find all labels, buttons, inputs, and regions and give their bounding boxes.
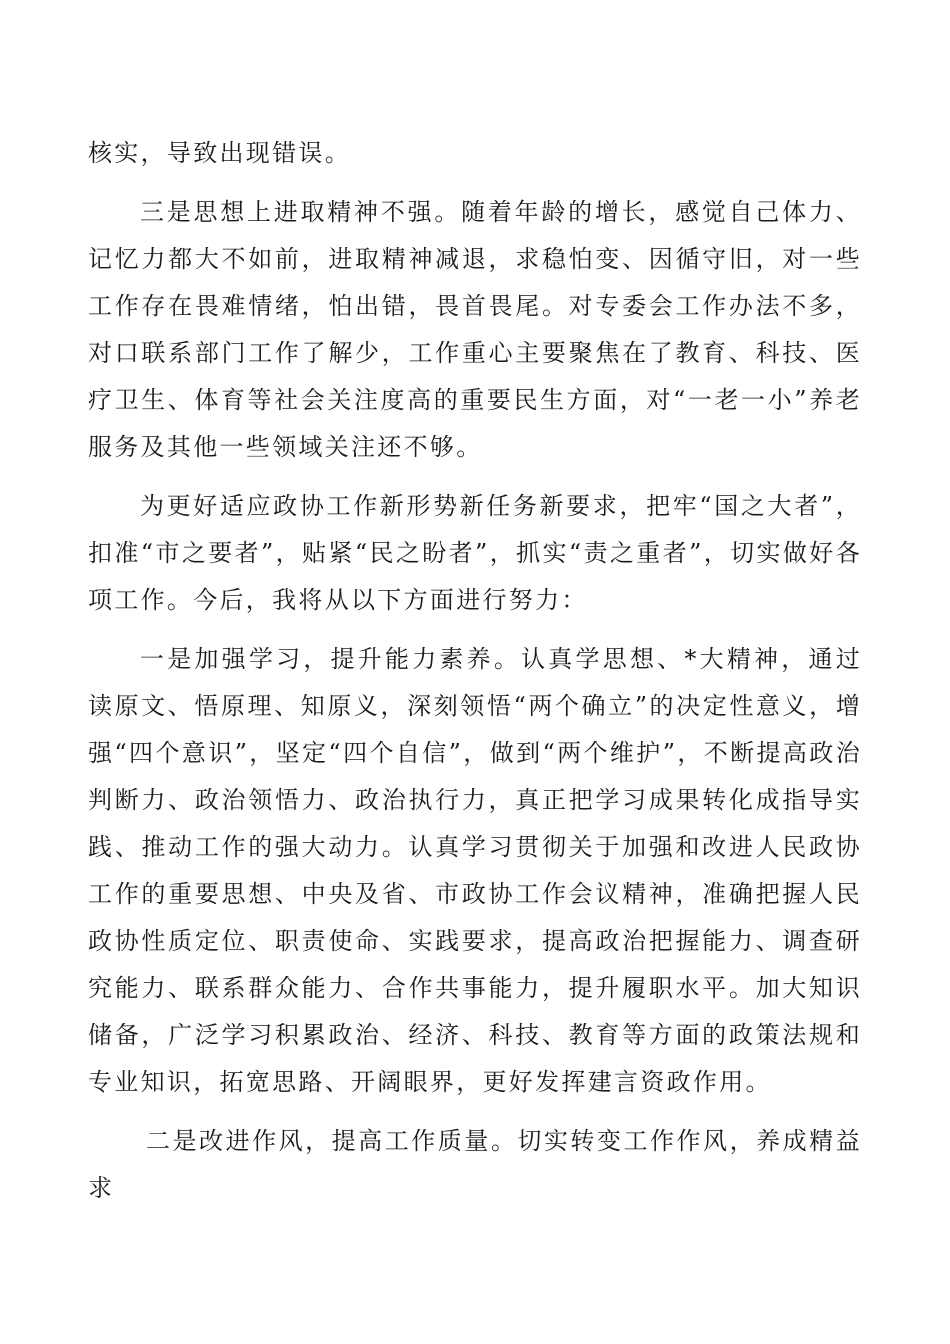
paragraph-intro-efforts: 为更好适应政协工作新形势新任务新要求，把牢“国之大者”，扣准“市之要者”，贴紧“民之盼者”，抓实“责之重者”，切实做好各项工作。今后，我将从以下方面进行努力： [88, 492, 862, 614]
paragraph-continuation: 核实，导致出现错误。 [88, 139, 351, 167]
paragraph-gap [88, 1106, 862, 1118]
paragraph-gap [88, 177, 862, 189]
paragraph-gap [88, 624, 862, 636]
paragraph-second-effort: 二是改进作风，提高工作质量。切实转变工作作风，养成精益求 [88, 1127, 862, 1202]
paragraph-gap [88, 471, 862, 483]
paragraph-first-effort: 一是加强学习，提升能力素养。认真学思想、*大精神，通过读原文、悟原理、知原义，深刻领悟“两个确立”的决定性意义，增强“四个意识”，坚定“四个自信”，做到“两个维护”，不断提高政治判断力、政治领悟力、政治执行力，真正把学习成果转化成指导实践、推动工作的强大动力。认真学习贯彻关于加强和改进人民政协工作的重要思想、中央及省、市政协工作会议精神，准确把握人民政协性质定位、职责使命、实践要求，提高政治把握能力、调查研究能力、联系群众能力、合作共事能力，提升履职水平。加大知识储备，广泛学习积累政治、经济、科技、教育等方面的政策法规和专业知识，拓宽思路、开阔眼界，更好发挥建言资政作用。 [88, 645, 862, 1096]
document-body [88, 130, 862, 1212]
paragraph-third-issue: 三是思想上进取精神不强。随着年龄的增长，感觉自己体力、记忆力都大不如前，进取精神减退，求稳怕变、因循守旧，对一些工作存在畏难情绪，怕出错，畏首畏尾。对专委会工作办法不多，对口联系部门工作了解少，工作重心主要聚焦在了教育、科技、医疗卫生、体育等社会关注度高的重要民生方面，对“一老一小”养老服务及其他一些领域关注还不够。 [88, 198, 862, 461]
